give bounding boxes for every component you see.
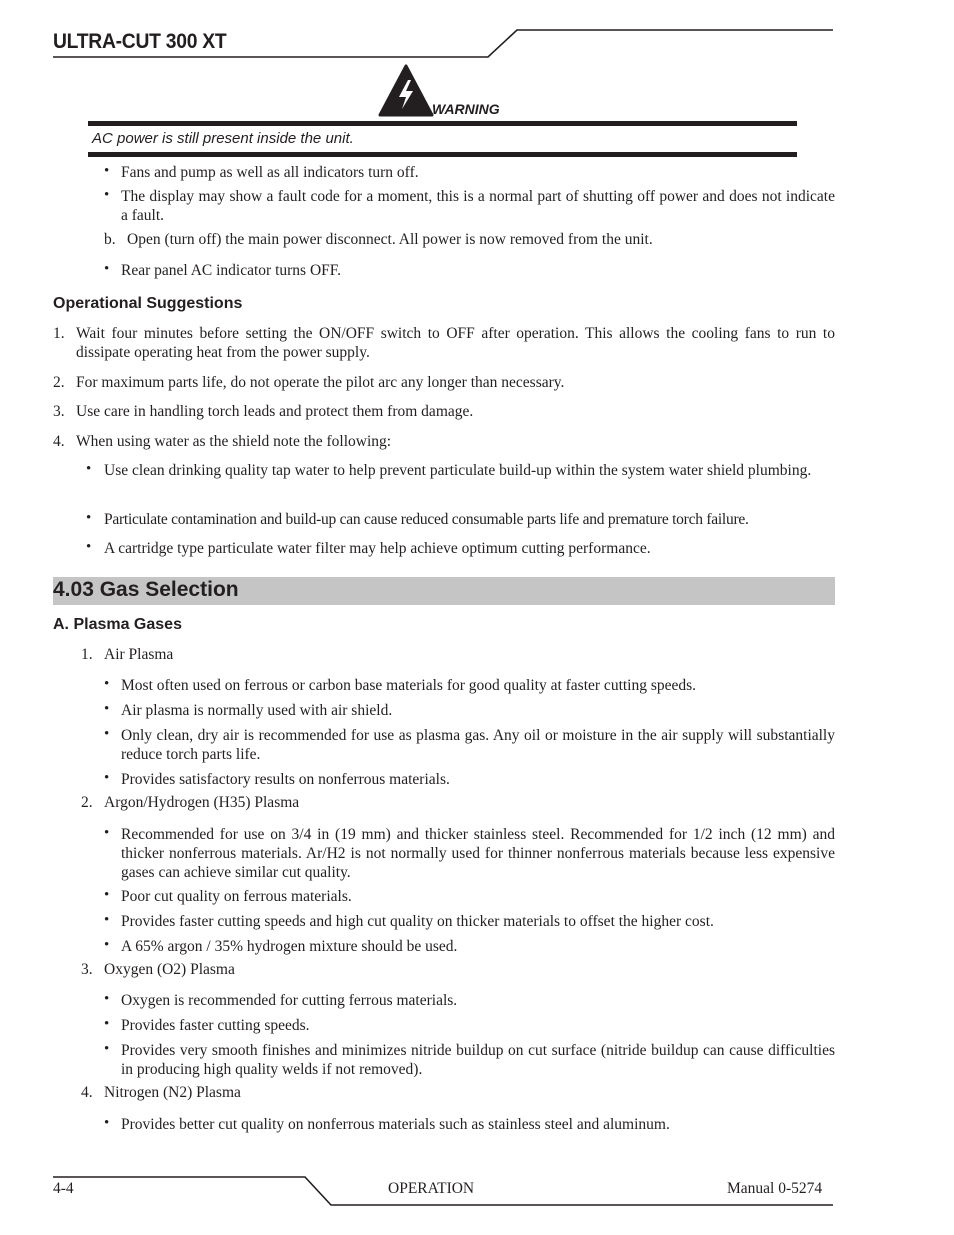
bullet-glyph: • [104, 163, 110, 179]
document-title: ULTRA-CUT 300 XT [53, 30, 227, 53]
list-item: For maximum parts life, do not operate the pilot arc any longer than necessary. [76, 374, 565, 391]
list-item: The display may show a fault code for a moment, this is a normal part of shutting off power and does not indicate a fault. [121, 188, 835, 224]
list-item: Provides very smooth finishes and minimizes nitride buildup on cut surface (nitride buildup can cause difficulties in producing high quality welds if not removed). [121, 1042, 835, 1078]
bullet-glyph: • [86, 510, 92, 526]
list-number: 1. [53, 325, 65, 342]
warning-label: WARNING [432, 101, 500, 117]
list-item: Most often used on ferrous or carbon base materials for good quality at faster cutting speeds. [121, 677, 697, 694]
list-item: Rear panel AC indicator turns OFF. [121, 262, 342, 279]
bullet-glyph: • [104, 912, 110, 928]
list-number: 1. [81, 646, 93, 663]
list-item: Air plasma is normally used with air shield. [121, 702, 393, 719]
bullet-glyph: • [104, 770, 110, 786]
gas-title: Air Plasma [104, 646, 174, 663]
bullet-glyph: • [104, 1115, 110, 1131]
bullet-glyph: • [86, 461, 92, 477]
subsection-heading: A. Plasma Gases [53, 616, 182, 633]
list-item: Use care in handling torch leads and protect them from damage. [76, 403, 474, 420]
list-number: 3. [53, 403, 65, 420]
bullet-glyph: • [104, 887, 110, 903]
list-item: Particulate contamination and build-up can cause reduced consumable parts life and premature torch failure. [104, 511, 749, 528]
list-item: Oxygen is recommended for cutting ferrous materials. [121, 992, 458, 1009]
bullet-glyph: • [86, 539, 92, 555]
step-text: Open (turn off) the main power disconnect. All power is now removed from the unit. [127, 231, 653, 248]
list-item: Recommended for use on 3/4 in (19 mm) and thicker stainless steel. Recommended for 1/2 inch (12 mm) and thicker nonferrous materials. Ar/H2 is not normally used for thinner nonferrous materials because less expensive gases can achieve similar cut quality. [121, 826, 835, 881]
list-number: 4. [53, 433, 65, 450]
list-item: Provides satisfactory results on nonferrous materials. [121, 771, 450, 788]
list-number: 3. [81, 961, 93, 978]
section-title: 4.03 Gas Selection [53, 578, 239, 601]
step-marker: b. [104, 231, 116, 248]
list-item: Use clean drinking quality tap water to help prevent particulate build-up within the system water shield plumbing. [104, 462, 812, 479]
list-item: A 65% argon / 35% hydrogen mixture should be used. [121, 938, 458, 955]
bullet-glyph: • [104, 187, 110, 203]
bullet-glyph: • [104, 676, 110, 692]
list-number: 2. [81, 794, 93, 811]
bullet-glyph: • [104, 1016, 110, 1032]
list-item: When using water as the shield note the following: [76, 433, 392, 450]
list-item: Poor cut quality on ferrous materials. [121, 888, 352, 905]
gas-title: Oxygen (O2) Plasma [104, 961, 235, 978]
list-item: Provides better cut quality on nonferrous materials such as stainless steel and aluminum. [121, 1116, 670, 1133]
bullet-glyph: • [104, 937, 110, 953]
bullet-glyph: • [104, 701, 110, 717]
list-item: Provides faster cutting speeds and high cut quality on thicker materials to offset the higher cost. [121, 913, 714, 930]
bullet-glyph: • [104, 1041, 110, 1057]
warning-text: AC power is still present inside the unit. [92, 130, 354, 147]
bullet-glyph: • [104, 261, 110, 277]
list-item: Wait four minutes before setting the ON/OFF switch to OFF after operation. This allows the cooling fans to run to dissipate operating heat from the power supply. [76, 325, 835, 361]
bullet-glyph: • [104, 825, 110, 841]
gas-title: Argon/Hydrogen (H35) Plasma [104, 794, 300, 811]
gas-title: Nitrogen (N2) Plasma [104, 1084, 241, 1101]
manual-number: Manual 0-5274 [727, 1180, 823, 1197]
list-item: Fans and pump as well as all indicators turn off. [121, 164, 419, 181]
bullet-glyph: • [104, 991, 110, 1007]
page-number: 4-4 [53, 1180, 74, 1197]
list-item: Only clean, dry air is recommended for use as plasma gas. Any oil or moisture in the air supply will substantially reduce torch parts life. [121, 727, 835, 763]
footer-section: OPERATION [388, 1180, 475, 1197]
subsection-heading: Operational Suggestions [53, 295, 243, 312]
list-number: 4. [81, 1084, 93, 1101]
list-number: 2. [53, 374, 65, 391]
list-item: A cartridge type particulate water filter may help achieve optimum cutting performance. [104, 540, 651, 557]
list-item: Provides faster cutting speeds. [121, 1017, 310, 1034]
warning-top-rule [88, 121, 797, 126]
warning-bottom-rule [88, 152, 797, 157]
electric-shock-warning-icon [378, 64, 434, 118]
bullet-glyph: • [104, 726, 110, 742]
